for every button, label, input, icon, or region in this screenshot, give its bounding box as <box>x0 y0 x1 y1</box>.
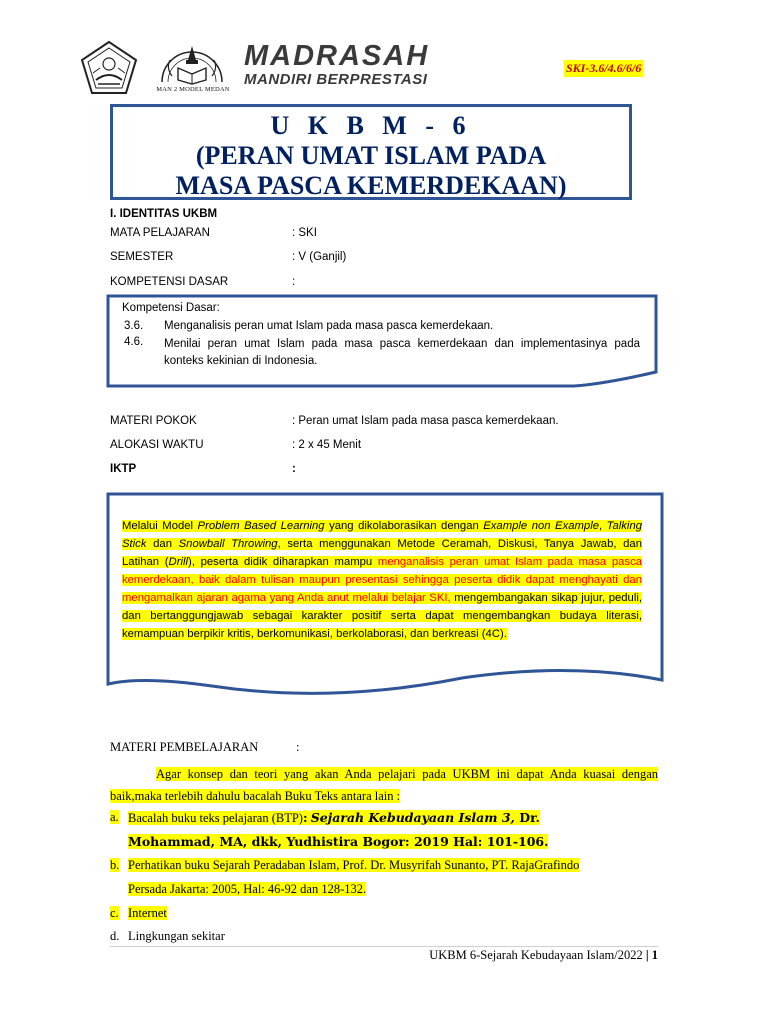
materi-intro-text: Agar konsep dan teori yang akan Anda pelajari pada UKBM ini dapat Anda kuasai dengan baik,maka terlebih dahulu bacalah Buku Teks antara lain : <box>110 767 658 803</box>
kd-item-1-number: 3.6. <box>124 320 144 332</box>
value-materi-pokok: : Peran umat Islam pada masa pasca kemerdekaan. <box>292 415 559 427</box>
list-item-b-text2: Persada Jakarta: 2005, Hal: 46-92 dan 128-132. <box>128 882 367 896</box>
value-kompetensi-dasar: : <box>292 276 296 288</box>
page-footer <box>110 948 658 963</box>
page-number: 1 <box>651 948 658 962</box>
footer-divider <box>110 946 658 947</box>
materi-heading-colon: : <box>296 740 300 754</box>
value-iktp: : <box>292 463 296 475</box>
kd-box-title: Kompetensi Dasar: <box>122 302 220 314</box>
title-box <box>110 104 632 200</box>
value-mata-pelajaran: : SKI <box>292 227 317 239</box>
footer-separator: | <box>642 948 652 962</box>
marker-text: a. <box>110 810 119 824</box>
list-item-a-book-title: Sejarah Kebudayaan Islam 3, <box>310 810 515 825</box>
objective-segment: Snowball Throwing <box>178 538 278 550</box>
value-semester: : V (Ganjil) <box>292 251 347 263</box>
objective-segment: Melalui Model <box>122 520 198 532</box>
materi-heading: MATERI PEMBELAJARAN <box>110 740 259 754</box>
kd-item-2-number: 4.6. <box>124 336 144 348</box>
objective-segment-red: menganalisis peran umat Islam pada masa pasca kemerdekaan, baik dalam tulisan maupun presentasi sehingga peserta didik dapat menghayati dan mengamalkan ajaran agama yang Anda anut melalui belajar SKI, <box>122 556 642 604</box>
objective-segment: ), peserta didik diharapkan mampu <box>188 556 378 568</box>
objective-segment: dan <box>146 538 179 550</box>
list-item-a-publisher: Mohammad, MA, dkk, Yudhistira Bogor: 2019 Hal: 101-106. <box>128 834 549 849</box>
list-item-a-author: Dr. <box>514 810 540 825</box>
objective-segment: , <box>598 520 607 532</box>
kemenag-logo <box>78 40 140 96</box>
marker-text: c. <box>110 906 119 920</box>
objective-segment: mengembangakan sikap jujur, peduli, dan bertanggungjawab sebagai karakter positif serta dapat mengembangkan budaya literasi, kemampuan berpikir kritis, berkomunikasi, berkolaborasi, dan berkreasi (4C). <box>122 592 642 640</box>
list-item-d: Lingkungan sekitar <box>128 929 225 943</box>
title-line-3: MASA PASCA KEMERDEKAAN) <box>175 171 567 200</box>
objective-segment: Problem Based Learning <box>197 520 325 532</box>
label-semester: SEMESTER <box>110 251 174 263</box>
list-item-a-colon: : <box>302 810 308 825</box>
objective-segment: Example non Example <box>483 520 599 532</box>
list-marker-b <box>110 858 119 873</box>
list-marker-a <box>110 810 119 825</box>
marker-text: b. <box>110 858 120 872</box>
section-heading-identitas: I. IDENTITAS UKBM <box>110 208 218 220</box>
objective-segment: yang dikolaborasikan dengan <box>324 520 484 532</box>
list-item-b-line1 <box>128 858 579 873</box>
value-alokasi-waktu: : 2 x 45 Menit <box>292 439 362 451</box>
document-code: SKI-3.6/4.6/6/6 <box>566 61 642 75</box>
list-item-b-text: Perhatikan buku Sejarah Peradaban Islam, Prof. Dr. Musyrifah Sunanto, PT. RajaGrafindo <box>128 858 580 872</box>
list-item-c <box>128 906 167 921</box>
list-item-a-plain: Bacalah buku teks pelajaran (BTP) <box>128 811 303 825</box>
label-mata-pelajaran: MATA PELAJARAN <box>110 227 210 239</box>
label-alokasi-waktu: ALOKASI WAKTU <box>110 439 204 451</box>
list-marker-c <box>110 906 119 921</box>
title-line-2: (PERAN UMAT ISLAM PADA <box>195 141 547 170</box>
materi-intro <box>110 763 658 807</box>
objective-segment: Talking Stick <box>122 520 643 550</box>
kd-item-1-text: Menganalisis peran umat Islam pada masa pasca kemerdekaan. <box>164 320 494 332</box>
kd-item-2-text: Menilai peran umat Islam pada masa pasca kemerdekaan dan implementasinya pada konteks kekinian di Indonesia. <box>164 338 640 367</box>
list-item-c-text: Internet <box>128 906 167 920</box>
footer-doc-title: UKBM 6-Sejarah Kebudayaan Islam/2022 <box>429 948 643 962</box>
learning-objective-text <box>122 517 642 643</box>
list-marker-d: d. <box>110 929 120 943</box>
list-item-a-line1 <box>128 810 658 826</box>
list-item-a-line2 <box>128 834 548 850</box>
objective-segment: , serta menggunakan Metode Ceramah, Diskusi, Tanya Jawab, dan Latihan ( <box>122 538 642 568</box>
title-line-1: U K B M - 6 <box>270 111 472 140</box>
objective-segment: Drill <box>168 556 188 568</box>
school-logo-caption: MAN 2 MODEL MEDAN <box>156 86 230 93</box>
brand-subtitle: MANDIRI BERPRESTASI <box>244 71 428 88</box>
list-item-b-line2 <box>128 882 366 897</box>
label-materi-pokok: MATERI POKOK <box>110 415 197 427</box>
brand-title: MADRASAH <box>244 40 430 72</box>
label-kompetensi-dasar: KOMPETENSI DASAR <box>110 276 229 288</box>
label-iktp: IKTP <box>110 463 137 475</box>
